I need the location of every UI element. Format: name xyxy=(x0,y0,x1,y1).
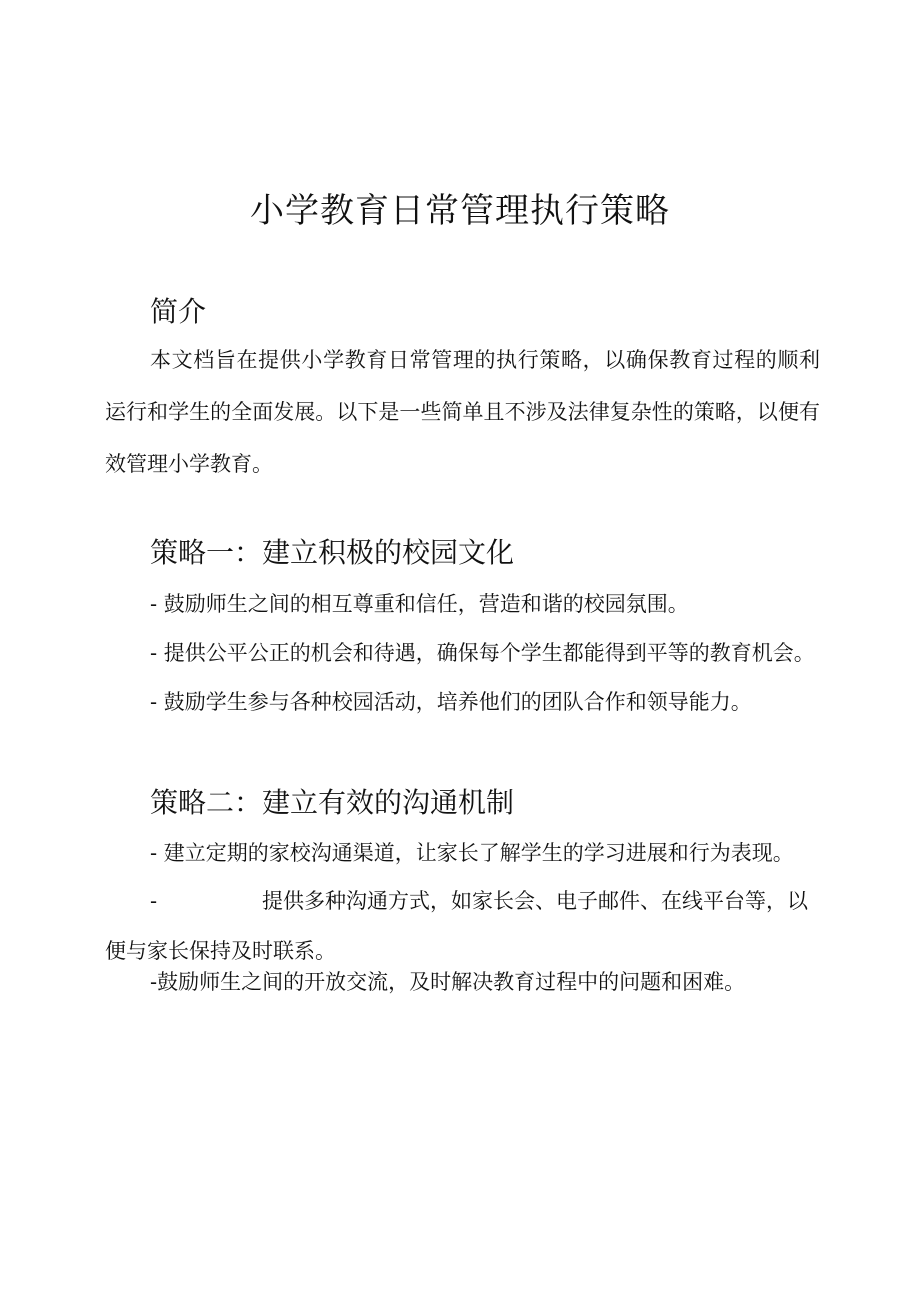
strategy2-item-text: 提供多种沟通方式，如家长会、电子邮件、在线平台等，以便与家长保持及时联系。 xyxy=(105,889,808,963)
strategy1-item: - 鼓励师生之间的相互尊重和信任，营造和谐的校园氛围。 xyxy=(150,592,689,616)
strategy1-heading: 策略一：建立积极的校园文化 xyxy=(150,536,515,569)
document-title: 小学教育日常管理执行策略 xyxy=(250,191,670,231)
strategy1-item: - 鼓励学生参与各种校园活动，培养他们的团队合作和领导能力。 xyxy=(150,690,752,714)
strategy2-heading: 策略二：建立有效的沟通机制 xyxy=(150,786,515,819)
intro-paragraph: 本文档旨在提供小学教育日常管理的执行策略，以确保教育过程的顺利运行和学生的全面发展。以下是一些简单且不涉及法律复杂性的策略，以便有效管理小学教育。 xyxy=(105,348,820,476)
bullet-dash: - xyxy=(150,889,158,913)
strategy1-item: - 提供公平公正的机会和待遇，确保每个学生都能得到平等的教育机会。 xyxy=(150,641,815,665)
intro-heading: 简介 xyxy=(150,295,207,328)
strategy2-item: -鼓励师生之间的开放交流，及时解决教育过程中的问题和困难。 xyxy=(150,970,746,994)
strategy2-item: - 建立定期的家校沟通渠道，让家长了解学生的学习进展和行为表现。 xyxy=(150,841,794,865)
strategy2-item-wrapped xyxy=(105,876,820,976)
